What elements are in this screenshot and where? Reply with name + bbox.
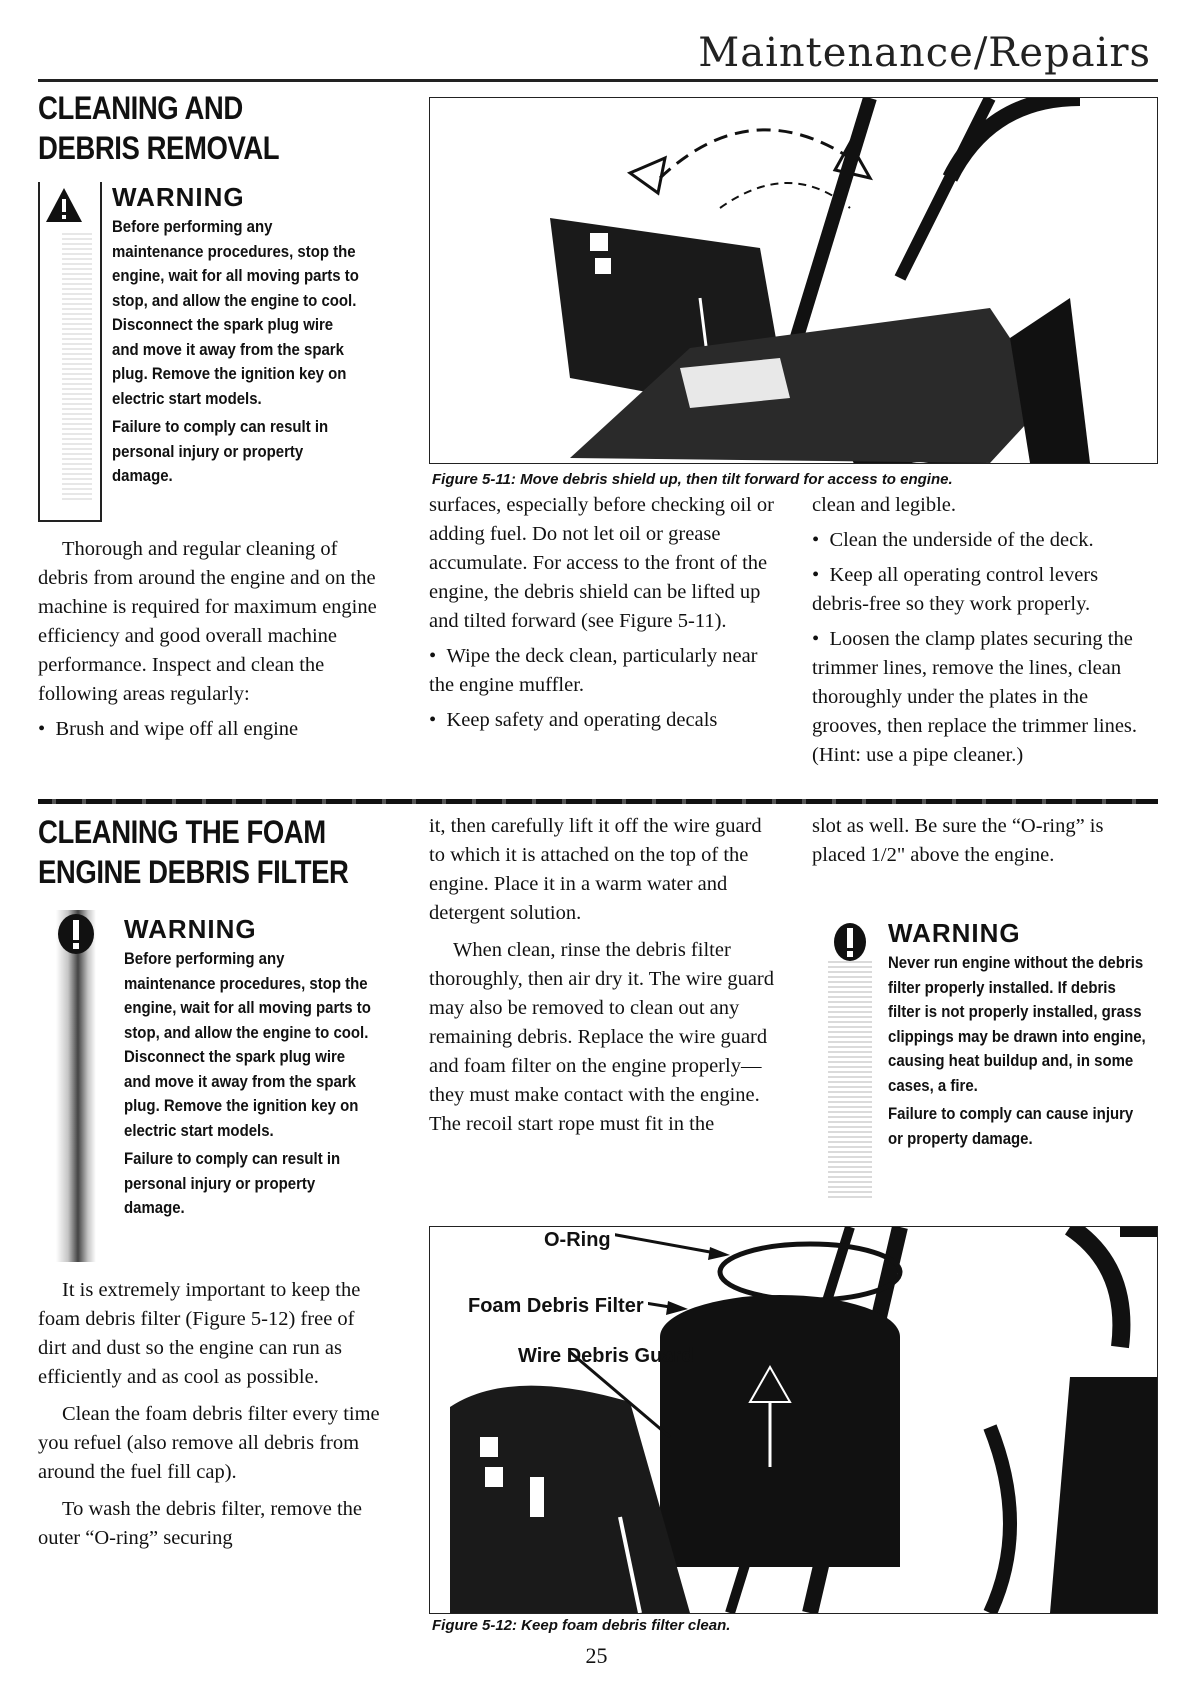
warning-text: Never run engine without the debris filter properly installed. If debris filter is not properly installed, grass clippings may be drawn into engine, causing heat buildup and, in some cases, a fire. (888, 953, 1146, 1095)
figure-5-12 (429, 1226, 1158, 1614)
bullet-item: • Wipe the deck clean, particularly near the engine muffler. (429, 642, 779, 700)
warning-heading: WARNING (124, 914, 257, 944)
header-rule (38, 79, 1158, 82)
warning-sidebar (44, 910, 118, 1262)
figure-5-11-caption: Figure 5-11: Move debris shield up, then tilt forward for access to engine. (432, 471, 953, 488)
warning-exclamation-icon (56, 912, 96, 956)
bullet-item: • Keep safety and operating decals (429, 706, 779, 735)
section2-title-line1: CLEANING THE FOAM (38, 814, 326, 850)
warning-heading: WARNING (112, 182, 245, 212)
section1-column3 (812, 491, 1157, 770)
section1-title (38, 88, 398, 168)
section1-title-line2: DEBRIS REMOVAL (38, 130, 280, 166)
warning-heading: WARNING (888, 918, 1021, 948)
warning-stipple-decoration (828, 958, 872, 1198)
paragraph: It is extremely important to keep the foam debris filter (Figure 5-12) free of dirt and dust so the engine can run as efficiently and as cool as possible. (38, 1279, 361, 1388)
warning-text: Before performing any maintenance procedures, stop the engine, wait for all moving parts to stop, and allow the engine to cool. Disconnect the spark plug wire and move it away from the spark plug. Remove the ignition key on electric start models. (124, 949, 371, 1140)
figure-5-11 (429, 97, 1158, 464)
debris-shield-illustration (430, 98, 1157, 463)
bullet-item: • Clean the underside of the deck. (812, 526, 1157, 555)
bullet-item: • Brush and wipe off all engine (38, 715, 383, 744)
figure-label-oring: O-Ring (540, 1229, 615, 1252)
section2-title (38, 812, 408, 892)
paragraph: it, then carefully lift it off the wire guard to which it is attached on the top of the engine. Place it in a warm water and detergent solution. (429, 815, 762, 924)
paragraph: Thorough and regular cleaning of debris from around the engine and on the machine is required for maximum engine efficiency and good overall machine performance. Inspect and clean the following areas regularly: (38, 538, 377, 705)
paragraph: clean and legible. (812, 494, 957, 516)
bullet-item: • Keep all operating control levers debris-free so they work properly. (812, 561, 1157, 619)
warning-content (888, 918, 1158, 1151)
warning-sidebar (818, 918, 882, 1208)
section2-column1 (38, 1276, 383, 1553)
debris-filter-illustration (430, 1227, 1157, 1613)
warning-content (112, 182, 412, 489)
section-divider (38, 799, 1158, 804)
figure-label-foam-filter: Foam Debris Filter (464, 1295, 648, 1318)
paragraph: To wash the debris filter, remove the outer “O-ring” securing (38, 1498, 363, 1549)
figure-5-12-caption: Figure 5-12: Keep foam debris filter clean. (432, 1617, 731, 1634)
warning-text: Before performing any maintenance procedures, stop the engine, wait for all moving parts to stop, and allow the engine to cool. Disconnect the spark plug wire and move it away from the spark plug. Remove the ignition key on electric start models. (112, 217, 359, 408)
figure-label-wire-guard: Wire Debris Guard (518, 1345, 694, 1367)
section1-title-line1: CLEANING AND (38, 90, 243, 126)
warning-shading-decoration (56, 910, 96, 1262)
paragraph: surfaces, especially before checking oil or adding fuel. Do not let oil or grease accumulate. For access to the front of the engine, the debris shield can be lifted up and tilted forward (see Figure 5-11). (429, 494, 774, 632)
section2-column3 (812, 812, 1157, 870)
warning-content (124, 914, 414, 1221)
warning-exclamation-icon (830, 920, 870, 964)
section2-title-line2: ENGINE DEBRIS FILTER (38, 854, 349, 890)
section1-column1 (38, 535, 383, 744)
section2-column2 (429, 812, 779, 1139)
warning-sidebar (38, 182, 98, 522)
paragraph: Clean the foam debris filter every time you refuel (also remove all debris from around the fuel fill cap). (38, 1403, 380, 1483)
paragraph: When clean, rinse the debris filter thoroughly, then air dry it. The wire guard may also be removed to clean out any remaining debris. Replace the wire guard and foam filter on the engine properly—they must make contact with the engine. The recoil start rope must fit in the (429, 939, 774, 1135)
bullet-item: • Loosen the clamp plates securing the trimmer lines, remove the lines, clean thoroughly under the plates in the grooves, then replace the trimmer lines. (Hint: use a pipe cleaner.) (812, 625, 1157, 770)
warning-consequence-text: Failure to comply can cause injury or property damage. (888, 1104, 1134, 1148)
warning-frame (38, 182, 100, 522)
warning-consequence-text: Failure to comply can result in personal injury or property damage. (112, 417, 329, 485)
page-header-title: Maintenance/Repairs (698, 30, 1151, 76)
page-number: 25 (585, 1643, 608, 1668)
warning-consequence-text: Failure to comply can result in personal injury or property damage. (124, 1149, 341, 1217)
paragraph: slot as well. Be sure the “O-ring” is placed 1/2" above the engine. (812, 815, 1104, 866)
section1-column2 (429, 491, 779, 735)
